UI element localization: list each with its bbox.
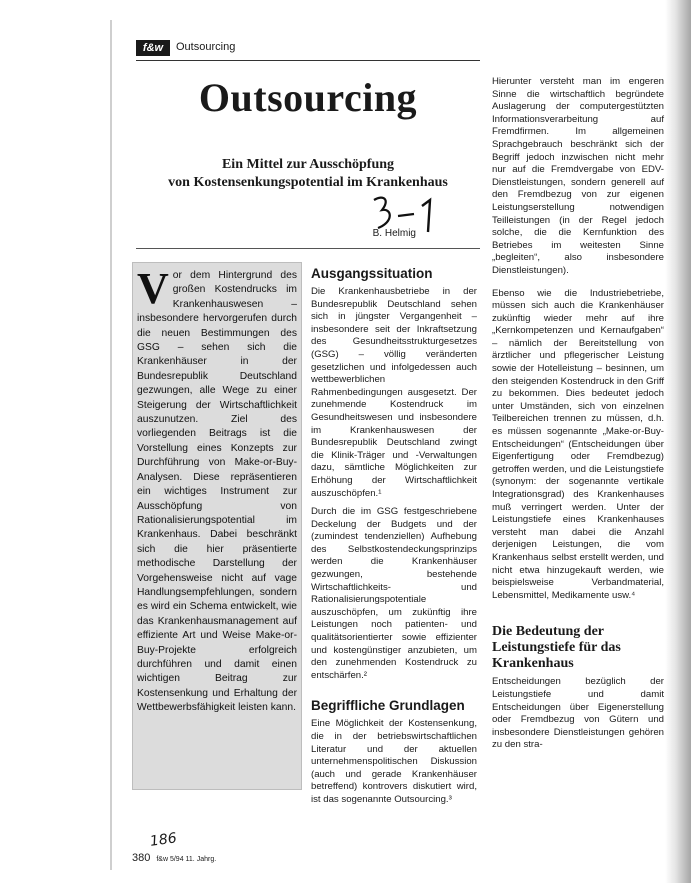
handwritten-note-text: 3-1	[368, 192, 370, 193]
paragraph: Entscheidungen bezüglich der Leistungstiefe und damit Entscheidungen über Eigenerstellung oder Fremdbezug von Gütern und insbesondere Dienstleistungen gehören zu den stra-	[492, 676, 664, 751]
handwritten-note	[368, 192, 448, 238]
heading-ausgangssituation: Ausgangssituation	[311, 266, 433, 281]
paragraph: Ebenso wie die Industriebetriebe, müssen sich auch die Krankenhäuser zukünftig wieder mehr auf ihre „Kernkompetenzen und Kernaufgaben“ – nämlich der Bereitstellung von ärztlicher und pflegerischer Leistung sowie der Hotelleistung – besinnen, um den steigenden Kostendruck in den Griff zu bekommen. Dies bedeutet jedoch unter Umständen, sich von einzelnen Teilbereichen trennen zu müssen, d.h. es müssen sogenannte „Make-or-Buy-Entscheidungen“ (Entscheidungen über Eigenfertigung oder Fremdbezug) getroffen werden, und die Leistungstiefe (synonym: der sogenannte vertikale Integrationsgrad) des Krankenhauses muß verringert werden. Unter der Leistungstiefe eines Krankenhauses versteht man dabei die Anzahl derjenigen Leistungen, die vom Krankenhaus selbst erstellt werden, und nicht etwa hinzugekauft werden, wie beispielsweise Verbandmaterial, Lebensmittel, Medikamente usw.⁴	[492, 287, 664, 601]
journal-logo: f&w	[136, 40, 170, 56]
paragraph: Hierunter versteht man im engeren Sinne die wirtschaftlich begründete Auslagerung der computergestützten Informationsverarbeitung auf Fremdfirmen. Im allgemeinen Sprachgebrauch beschränkt sich der Begriff jedoch inzwischen nicht mehr nur auf die Fremdvergabe von EDV-Dienstleistungen, sondern generell auf den Fremdbezug von zur eigenen Leistungserstellung notwendigen Teilleistungen (in der Regel jedoch solche, die die Kernfunktion des Betriebes im weitesten Sinne „begleiten“, also insbesondere Dienstleistungen).	[492, 76, 664, 276]
paragraph: Durch die im GSG festgeschriebene Deckelung der Budgets und der (zumindest tendenziellen) Aufhebung des Selbstkostendeckungsprinzips werden die Krankenhäuser gezwungen, bestehende Wirtschaftlichkeits- und Rationalisierungspotentiale auszuschöpfen, um zukünftig ihre Leistungen noch patienten- und qualitätsorientierter sowie effizienter und kostengünstiger anzubieten, um den zunehmenden Kostendruck zu entschärfen.²	[311, 506, 477, 681]
running-header	[136, 40, 476, 58]
page-number: 380	[132, 852, 151, 864]
page-footer	[132, 852, 216, 864]
paragraph: Die Krankenhausbetriebe in der Bundesrepublik Deutschland sehen sich in jüngster Vergangenheit – insbesondere seit der Inkraftsetzung des Gesundheitsstrukturgesetzes (GSG) – völlig veränderten gesetzlichen und infolgedessen auch wettbewerblichen Rahmenbedingungen ausgesetzt. Der zunehmende Kostendruck im Gesundheitswesen und insbesondere im Krankenhauswesen der Bundesrepublik Deutschland zwingt die Klinik-Träger und -Verwaltungen dazu, sämtliche Möglichkeiten zur Erhöhung der Wirtschaftlichkeit auszuschöpfen.¹	[311, 286, 477, 499]
abstract-body: or dem Hintergrund des großen Kostendrucks im Krankenhauswesen – insbesondere hervorgerufen durch die neuen Bestimmungen des GSG – sehen sich die Krankenhäuser in der Bundesrepublik Deutschland gezwungen, alle Wege zu einer Steigerung der Wirtschaftlichkeit auszunutzen. Ziel des vorliegenden Beitrags ist die Vorstellung eines Konzepts zur Durchführung von Make-or-Buy-Analysen. Diese repräsentieren ein wichtiges Instrument zur Ausschöpfung von Rationalisierungspotential im Krankenhaus. Dabei beschränkt sich die hier präsentierte methodische Darstellung der Vorgehensweise nicht auf vage Handlungsempfehlungen, sondern es wird ein Schema entwickelt, wie das Krankenhausmanagement auf effiziente Art und Weise Make-or-Buy-Projekte erfolgreich durchführen und damit einen wichtigen Beitrag zur Kostensenkung und Erhaltung der Wettbewerbsfähigkeit leisten kann.	[137, 270, 297, 714]
heading-leistungstiefe: Die Bedeutung der Leistungstiefe für das Krankenhaus	[492, 624, 621, 672]
column-2	[311, 266, 477, 813]
subtitle-line-2: von Kostensenkungspotential im Krankenhaus	[168, 175, 448, 190]
paragraph: Eine Möglichkeit der Kostensenkung, die in der betriebswirtschaftlichen Literatur und der aktuellen unternehmenspolitischen Diskussion (auch und gerade Krankenhäuser betreffend) kontrovers diskutiert wird, ist das sogenannte Outsourcing.³	[311, 718, 477, 805]
title-rule	[136, 248, 480, 249]
heading-begriffliche-grundlagen: Begriffliche Grundlagen	[311, 698, 465, 714]
author: B. Helmig	[372, 228, 416, 239]
scan-right-shadow	[665, 0, 691, 883]
abstract-box	[132, 262, 302, 790]
header-rule	[136, 60, 480, 61]
section-label: Outsourcing	[176, 41, 236, 53]
abstract-dropcap: V	[137, 264, 169, 313]
journal-issue: f&w 5/94 11. Jahrg.	[156, 856, 217, 863]
column-3	[492, 76, 664, 758]
subtitle-line-1: Ein Mittel zur Ausschöpfung	[221, 157, 395, 172]
article-subtitle	[136, 156, 480, 192]
abstract-text	[137, 264, 297, 716]
article-title: Outsourcing	[198, 75, 418, 120]
scan-left-edge	[110, 20, 112, 870]
handwritten-page-note: 186	[149, 830, 178, 850]
